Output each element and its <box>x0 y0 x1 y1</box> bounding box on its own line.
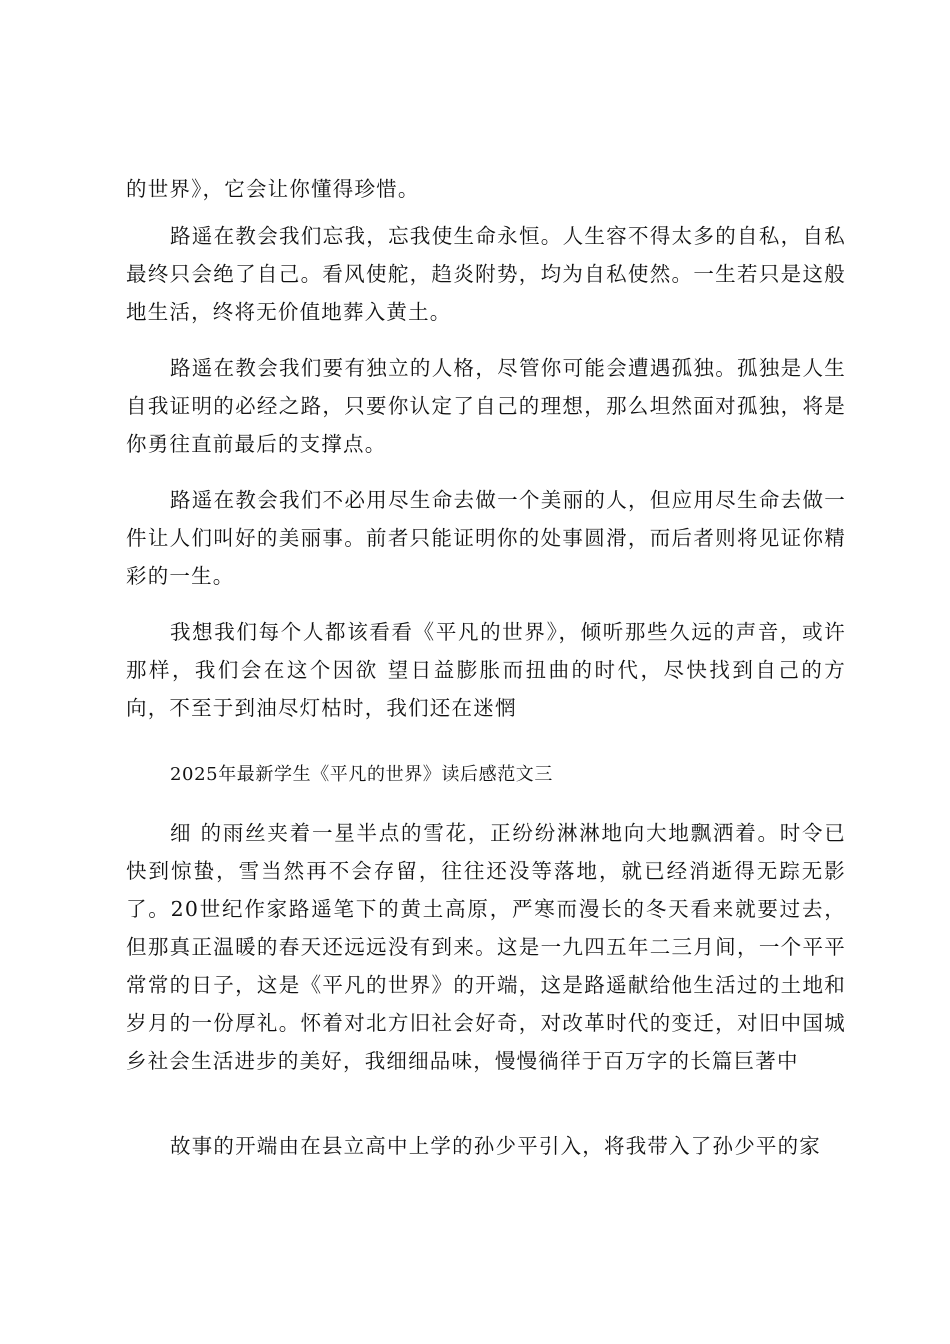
paragraph-continuation: 的世界》，它会让你懂得珍惜。 <box>126 177 420 201</box>
paragraph-opening-scene: 细 的雨丝夹着一星半点的雪花，正纷纷淋淋地向大地飘洒着。时令已快到惊蛰，雪当然再不会存留，往往还没等落地，就已经消逝得无踪无影了。20世纪作家路遥笔下的黄土高原，严寒而漫长的冬天看来就要过去，但那真正温暖的春天还远远没有到来。这是一九四五年二三月间，一个平平常常的日子，这是《平凡的世界》的开端，这是路遥献给他生活过的土地和岁月的一份厚礼。怀着对北方旧社会好奇，对改革时代的变迁，对旧中国城乡社会生活进步的美好，我细细品味，慢慢徜徉于百万字的长篇巨著中 <box>126 821 846 1073</box>
paragraph-story-beginning: 故事的开端由在县立高中上学的孙少平引入，将我带入了孙少平的家 <box>170 1134 821 1158</box>
section-title: 2025年最新学生《平凡的世界》读后感范文三 <box>170 764 554 785</box>
paragraph-beautiful-deed: 路遥在教会我们不必用尽生命去做一个美丽的人，但应用尽生命去做一件让人们叫好的美丽事。前者只能证明你的处事圆滑，而后者则将见证你精彩的一生。 <box>126 488 846 588</box>
paragraph-forget-self: 路遥在教会我们忘我，忘我使生命永恒。人生容不得太多的自私，自私最终只会绝了自己。看风使舵，趋炎附势，均为自私使然。一生若只是这般地生活，终将无价值地葬入黄土。 <box>126 224 846 324</box>
paragraph-read-the-book: 我想我们每个人都该看看《平凡的世界》，倾听那些久远的声音，或许那样，我们会在这个因欲 望日益膨胀而扭曲的时代，尽快找到自己的方向，不至于到油尽灯枯时，我们还在迷惘 <box>126 620 846 720</box>
paragraph-independent-personality: 路遥在教会我们要有独立的人格，尽管你可能会遭遇孤独。孤独是人生自我证明的必经之路，只要你认定了自己的理想，那么坦然面对孤独，将是你勇往直前最后的支撑点。 <box>126 356 846 456</box>
